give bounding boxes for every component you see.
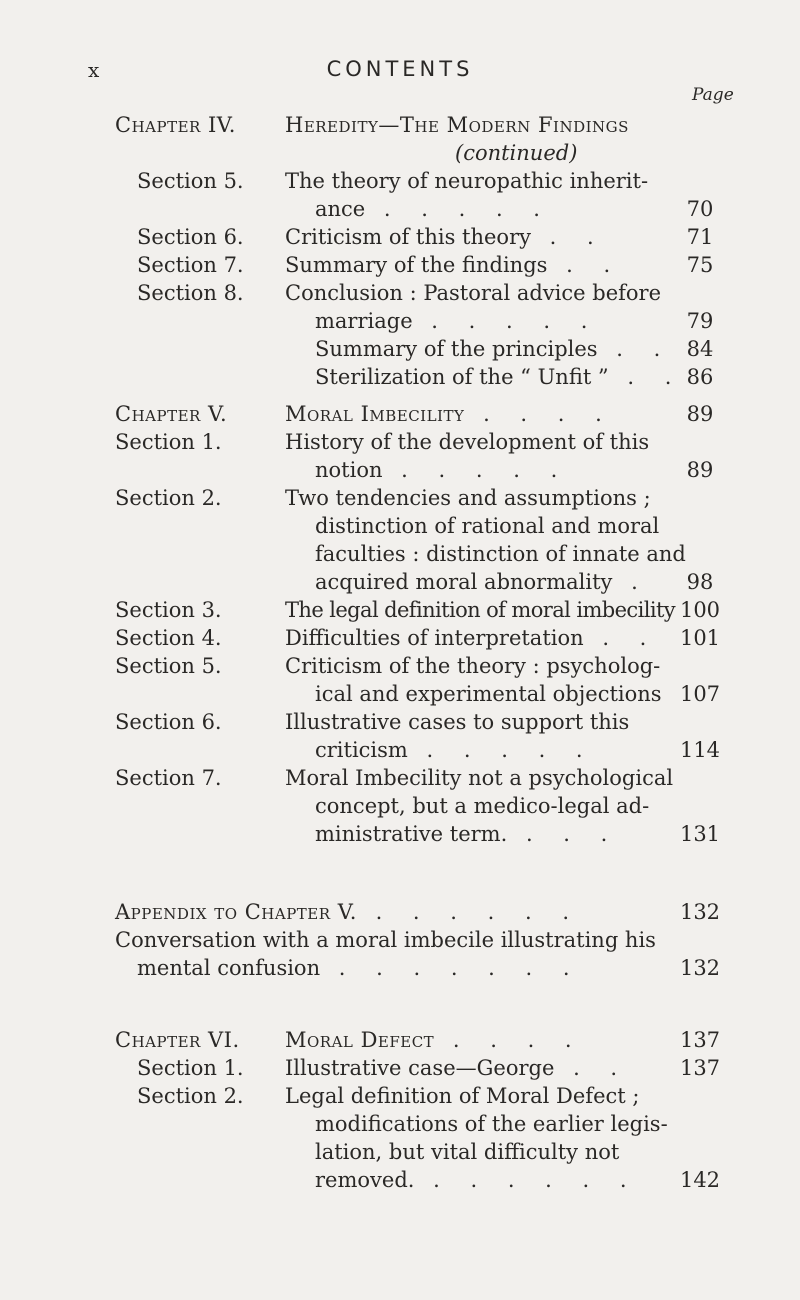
entry-title: The legal definition of moral imbecility: [285, 598, 676, 622]
dot-leader: . . .: [507, 822, 620, 846]
entry-title: Moral Imbecility not a psychological: [285, 766, 674, 790]
page-ref: 137: [679, 1028, 721, 1052]
section-label: Section 1.: [115, 430, 222, 454]
chapter-label: Chapter IV.: [115, 113, 236, 137]
page-ref: 131: [679, 822, 721, 846]
entry-title: Conversation with a moral imbecile illustrating his: [115, 928, 656, 952]
dot-leader: . .: [608, 365, 684, 389]
appendix-block: [0, 900, 800, 984]
entry-title: Sterilization of the “ Unfit ” . .: [315, 365, 684, 389]
entry-title-continued: mental confusion . . . . . . .: [137, 956, 582, 980]
page-ref: 107: [679, 682, 721, 706]
page-ref: 70: [686, 197, 714, 221]
page-ref: 132: [679, 900, 721, 924]
section-label: Section 5.: [115, 654, 222, 678]
dot-leader: . . . .: [464, 402, 614, 426]
page-ref: 132: [679, 956, 721, 980]
section-label: Section 3.: [115, 598, 222, 622]
section-label: Section 7.: [115, 766, 222, 790]
entry-title-continued: modifications of the earlier legis-: [315, 1112, 668, 1136]
page-ref: 114: [679, 738, 721, 762]
running-head: CONTENTS: [326, 57, 474, 81]
page-ref: 75: [686, 253, 714, 277]
page-ref: 137: [679, 1056, 721, 1080]
entry-title: Illustrative case—George . .: [285, 1056, 630, 1080]
entry-title: The theory of neuropathic inherit-: [285, 169, 649, 193]
entry-title-continued: ministrative term. . . .: [315, 822, 620, 846]
entry-title-continued: concept, but a medico-legal ad-: [315, 794, 650, 818]
dot-leader: . . . . .: [412, 309, 600, 333]
page-ref: 71: [686, 225, 714, 249]
entry-title: Legal definition of Moral Defect ;: [285, 1084, 640, 1108]
entry-title-continued: lation, but vital difficulty not: [315, 1140, 620, 1164]
chapter-title: Moral Imbecility . . . .: [285, 402, 614, 426]
dot-leader: . . . . . . .: [320, 956, 582, 980]
page-ref: 89: [686, 402, 714, 426]
page-ref: 89: [686, 458, 714, 482]
dot-leader: . .: [597, 337, 673, 361]
dot-leader: . . . .: [434, 1028, 584, 1052]
entry-title: Illustrative cases to support this: [285, 710, 630, 734]
page-ref: 86: [686, 365, 714, 389]
dot-leader: . . . . .: [407, 738, 595, 762]
dot-leader: . . . . .: [382, 458, 570, 482]
entry-title-continued: marriage . . . . .: [315, 309, 600, 333]
dot-leader: . .: [547, 253, 623, 277]
continued-note: (continued): [455, 141, 578, 165]
section-label: Section 5.: [137, 169, 244, 193]
dot-leader: . .: [583, 626, 659, 650]
chapter-title: Moral Defect . . . .: [285, 1028, 584, 1052]
entry-title: Summary of the findings . .: [285, 253, 623, 277]
entry-title-continued: ical and experimental objections: [315, 682, 662, 706]
section-label: Section 4.: [115, 626, 222, 650]
page-ref: 79: [686, 309, 714, 333]
entry-title: Difficulties of interpretation . .: [285, 626, 659, 650]
page-ref: 100: [679, 598, 721, 622]
section-label: Section 6.: [115, 710, 222, 734]
chapter-label: Chapter VI.: [115, 1028, 240, 1052]
section-label: Section 2.: [137, 1084, 244, 1108]
section-label: Section 8.: [137, 281, 244, 305]
dot-leader: . . . . . .: [414, 1168, 639, 1192]
page-ref: 84: [686, 337, 714, 361]
chapter-6-block: [0, 1028, 800, 1196]
section-label: Section 2.: [115, 486, 222, 510]
section-label: Section 6.: [137, 225, 244, 249]
entry-title-continued: notion . . . . .: [315, 458, 570, 482]
dot-leader: . .: [554, 1056, 630, 1080]
dot-leader: .: [612, 570, 650, 594]
entry-title: Conclusion : Pastoral advice before: [285, 281, 662, 305]
entry-title: Criticism of this theory . .: [285, 225, 606, 249]
entry-title-continued: distinction of rational and moral: [315, 514, 660, 538]
appendix-title: Appendix to Chapter V. . . . . . .: [115, 900, 581, 924]
chapter-4-block: [0, 113, 800, 393]
entry-title-continued: criticism . . . . .: [315, 738, 595, 762]
page-ref: 101: [679, 626, 721, 650]
entry-title-continued: acquired moral abnormality .: [315, 570, 650, 594]
entry-title-continued: faculties : distinction of innate and: [315, 542, 686, 566]
page-ref: 142: [679, 1168, 721, 1192]
entry-title: Summary of the principles . .: [315, 337, 673, 361]
dot-leader: . . . . .: [365, 197, 552, 221]
section-label: Section 1.: [137, 1056, 244, 1080]
section-label: Section 7.: [137, 253, 244, 277]
chapter-title: Heredity—The Modern Findings: [285, 113, 629, 137]
chapter-5-block: [0, 402, 800, 850]
entry-title-continued: ance . . . . .: [315, 197, 552, 221]
page-number: x: [88, 58, 100, 82]
entry-title: History of the development of this: [285, 430, 650, 454]
entry-title: Criticism of the theory : psycholog-: [285, 654, 661, 678]
dot-leader: . .: [530, 225, 606, 249]
page-column-label: Page: [692, 85, 734, 105]
entry-title: Two tendencies and assumptions ;: [285, 486, 651, 510]
page-ref: 98: [686, 570, 714, 594]
chapter-label: Chapter V.: [115, 402, 228, 426]
entry-title-continued: removed. . . . . . .: [315, 1168, 639, 1192]
dot-leader: . . . . . .: [356, 900, 581, 924]
